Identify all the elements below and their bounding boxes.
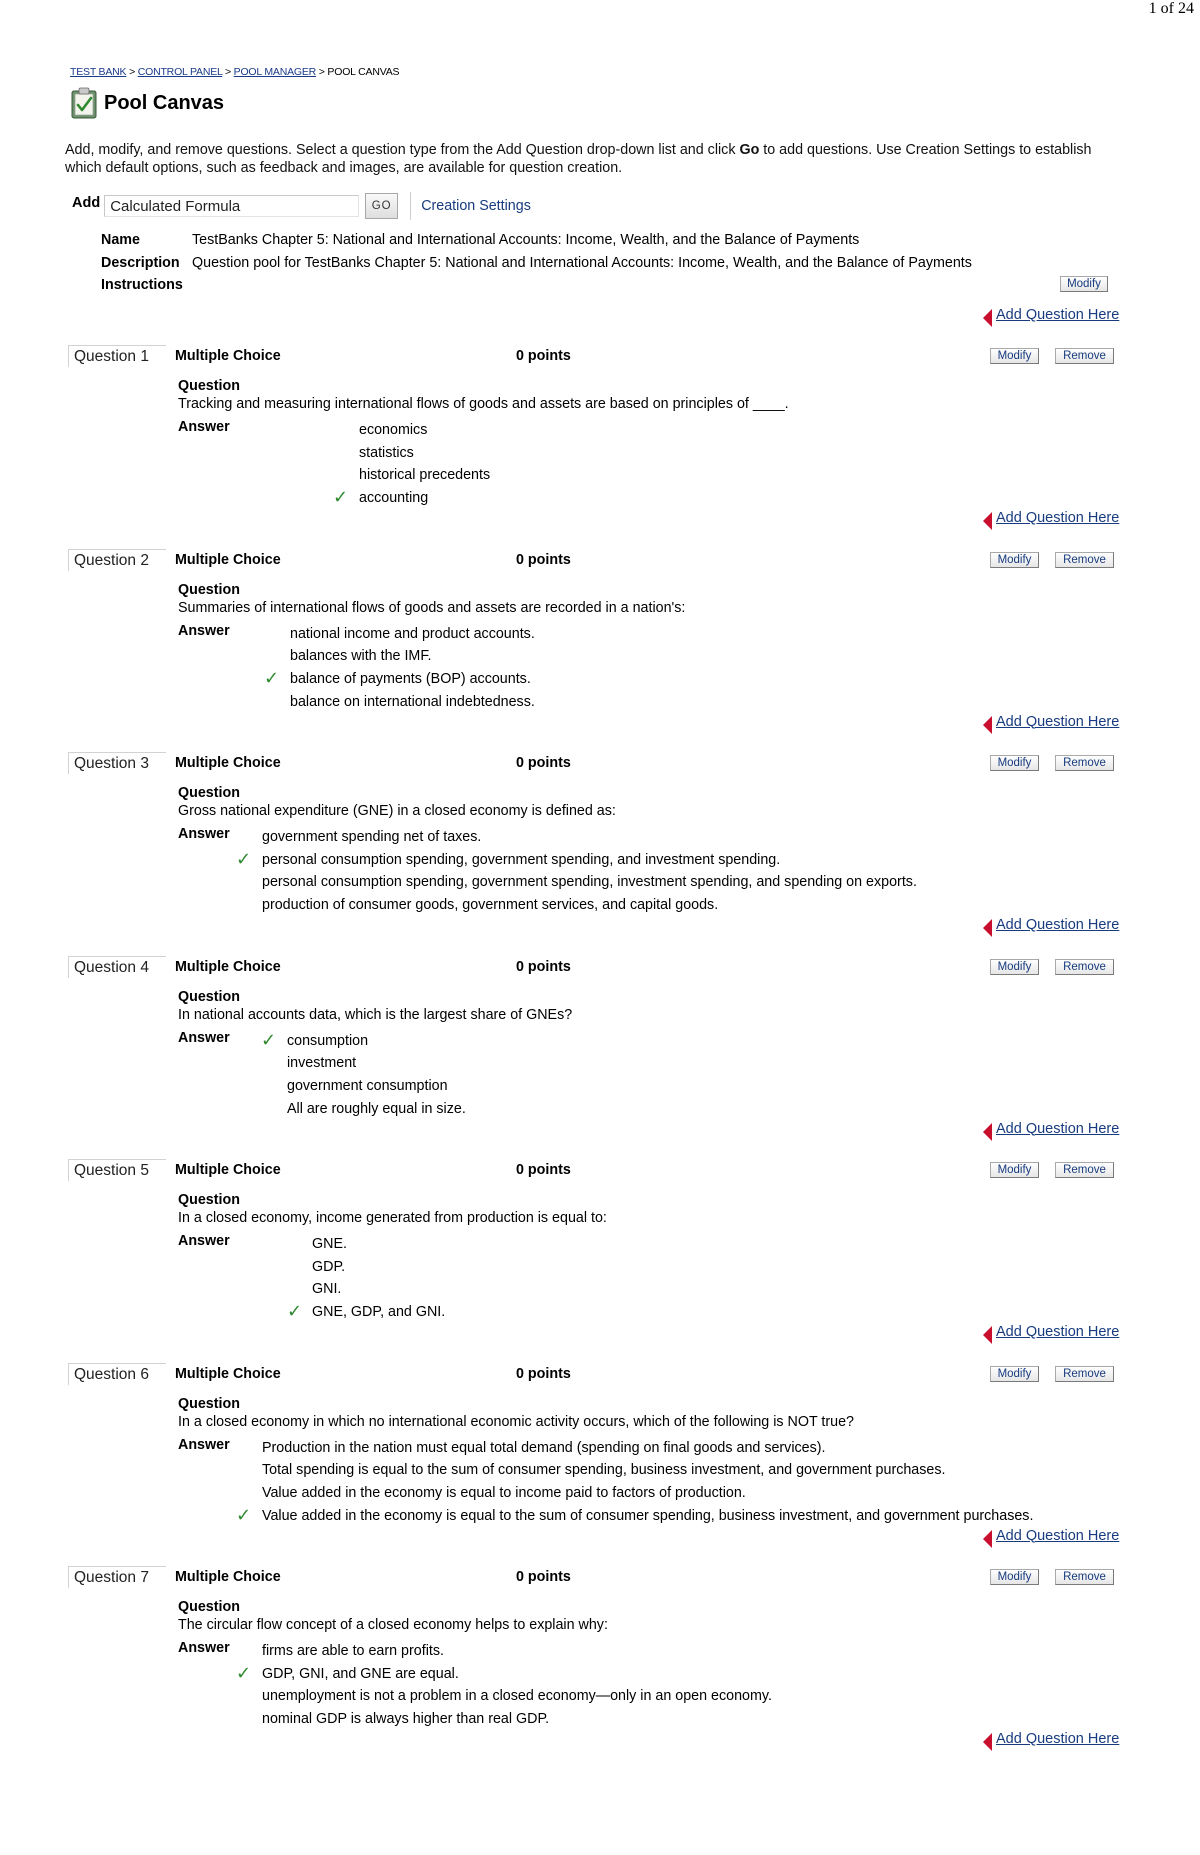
question-label: Question xyxy=(178,378,240,394)
intro-go-emphasis: Go xyxy=(739,142,760,158)
intro-text-end: to add questions. Use Creation Settings to establish which default options, such as feedback and images, are available for question creation. xyxy=(65,142,1092,176)
answer-option: All are roughly equal in size. xyxy=(287,1100,466,1117)
arrow-left-icon xyxy=(983,309,992,327)
remove-button[interactable]: Remove xyxy=(1055,1162,1114,1178)
remove-button[interactable]: Remove xyxy=(1055,959,1114,975)
modify-button[interactable]: Modify xyxy=(990,1569,1039,1585)
answer-option: accounting xyxy=(359,490,429,507)
question-points: 0 points xyxy=(516,348,571,364)
go-button[interactable]: GO xyxy=(365,193,398,219)
answer-label: Answer xyxy=(178,826,230,842)
answer-label: Answer xyxy=(178,1436,230,1453)
breadcrumb-test-bank[interactable]: TEST BANK xyxy=(70,66,127,78)
answer-option: GDP. xyxy=(312,1258,346,1275)
add-question-here-link[interactable] xyxy=(983,1323,1119,1341)
question-text: In national accounts data, which is the largest share of GNEs? xyxy=(178,1006,573,1023)
answer-option: unemployment is not a problem in a closed economy—only in an open economy. xyxy=(262,1688,772,1705)
modify-button[interactable]: Modify xyxy=(990,959,1039,975)
answer-option: national income and product accounts. xyxy=(290,625,535,642)
answer-option: GNE. xyxy=(312,1236,347,1252)
question-number: Question 3 xyxy=(68,752,166,774)
add-question-here-link[interactable] xyxy=(983,713,1119,731)
add-question-here-link[interactable] xyxy=(983,916,1119,934)
creation-settings-link[interactable]: Creation Settings xyxy=(421,198,531,214)
question-type: Multiple Choice xyxy=(175,1365,281,1382)
question-type-select[interactable]: Calculated Formula xyxy=(104,195,359,217)
question-number: Question 2 xyxy=(68,549,166,571)
answer-option: balance of payments (BOP) accounts. xyxy=(290,670,531,687)
modify-button[interactable]: Modify xyxy=(990,552,1039,568)
answer-option: Total spending is equal to the sum of consumer spending, business investment, and government purchases. xyxy=(262,1462,946,1479)
answer-option: GNI. xyxy=(312,1281,342,1298)
question-type: Multiple Choice xyxy=(175,755,281,771)
answer-option: Value added in the economy is equal to the sum of consumer spending, business investment, and government purchases. xyxy=(262,1507,1034,1524)
question-number: Question 1 xyxy=(68,345,166,367)
question-text: In a closed economy, income generated from production is equal to: xyxy=(178,1210,607,1226)
pool-description-label: Description xyxy=(101,255,180,271)
question-text: In a closed economy in which no international economic activity occurs, which of the following is NOT true? xyxy=(178,1413,854,1430)
add-question-here-label: Add Question Here xyxy=(996,1120,1120,1137)
arrow-left-icon xyxy=(983,1123,992,1141)
remove-button[interactable]: Remove xyxy=(1055,552,1114,568)
question-number: Question 6 xyxy=(68,1363,166,1385)
answer-option: Production in the nation must equal total demand (spending on final goods and services). xyxy=(262,1439,826,1456)
correct-answer-check-icon: ✓ xyxy=(236,848,252,869)
question-points: 0 points xyxy=(516,1162,571,1178)
page-header xyxy=(70,86,224,120)
answer-option: production of consumer goods, government services, and capital goods. xyxy=(262,897,719,914)
question-points: 0 points xyxy=(516,1365,571,1382)
add-question-here-link[interactable] xyxy=(983,1120,1119,1138)
question-type: Multiple Choice xyxy=(175,958,281,975)
add-question-here-link[interactable] xyxy=(983,509,1119,527)
answer-option: statistics xyxy=(359,444,414,461)
answer-option: personal consumption spending, government spending, investment spending, and spending on exports. xyxy=(262,874,917,891)
pool-name-label: Name xyxy=(101,232,140,248)
remove-button[interactable]: Remove xyxy=(1055,348,1114,364)
arrow-left-icon xyxy=(983,1326,992,1344)
answer-option: personal consumption spending, government spending, and investment spending. xyxy=(262,851,781,868)
add-question-here-label: Add Question Here xyxy=(996,713,1120,730)
page-title: Pool Canvas xyxy=(104,91,225,114)
question-text: The circular flow concept of a closed economy helps to explain why: xyxy=(178,1617,608,1633)
correct-answer-check-icon: ✓ xyxy=(236,1504,252,1525)
answer-option: GDP, GNI, and GNE are equal. xyxy=(262,1665,459,1682)
arrow-left-icon xyxy=(983,716,992,734)
add-question-here-label: Add Question Here xyxy=(996,307,1120,323)
question-type: Multiple Choice xyxy=(175,551,281,568)
question-label: Question xyxy=(178,1395,240,1412)
question-points: 0 points xyxy=(516,755,571,771)
question-number: Question 5 xyxy=(68,1159,166,1181)
pool-name-value: TestBanks Chapter 5: National and International Accounts: Income, Wealth, and the Balance of Payments xyxy=(192,232,860,248)
question-points: 0 points xyxy=(516,551,571,568)
question-label: Question xyxy=(178,988,240,1005)
question-type: Multiple Choice xyxy=(175,1569,281,1585)
answer-option: consumption xyxy=(287,1032,369,1049)
question-number: Question 7 xyxy=(68,1566,166,1588)
breadcrumb-separator: > xyxy=(224,66,231,78)
add-question-here-link[interactable] xyxy=(983,306,1119,324)
answer-option: firms are able to earn profits. xyxy=(262,1643,444,1659)
answer-option: Value added in the economy is equal to income paid to factors of production. xyxy=(262,1484,746,1501)
arrow-left-icon xyxy=(983,1733,992,1751)
correct-answer-check-icon: ✓ xyxy=(236,1662,252,1683)
add-question-here-label: Add Question Here xyxy=(996,1527,1120,1544)
answer-label: Answer xyxy=(178,1640,230,1656)
answer-option: investment xyxy=(287,1055,357,1072)
question-points: 0 points xyxy=(516,958,571,975)
pool-description-value: Question pool for TestBanks Chapter 5: National and International Accounts: Income, Wealth, and the Balance of Payments xyxy=(192,255,972,271)
answer-option: balance on international indebtedness. xyxy=(290,693,535,710)
question-number: Question 4 xyxy=(68,956,166,978)
breadcrumb-pool-manager[interactable]: POOL MANAGER xyxy=(233,66,317,78)
pool-instructions-label: Instructions xyxy=(101,277,183,293)
breadcrumb-separator: > xyxy=(318,66,325,78)
intro-text: Add, modify, and remove questions. Select a question type from the Add Question drop-down list and click xyxy=(65,142,740,158)
add-label: Add xyxy=(72,195,101,211)
arrow-left-icon xyxy=(983,919,992,937)
modify-button[interactable]: Modify xyxy=(990,755,1039,771)
page-number: 1 of 24 xyxy=(1148,0,1194,17)
add-question-here-label: Add Question Here xyxy=(996,1324,1120,1340)
answer-option: government consumption xyxy=(287,1077,448,1094)
question-label: Question xyxy=(178,785,240,801)
breadcrumb-separator: > xyxy=(129,66,136,78)
modify-pool-button[interactable]: Modify xyxy=(1060,276,1108,292)
answer-label: Answer xyxy=(178,419,230,435)
question-label: Question xyxy=(178,1192,240,1208)
answer-label: Answer xyxy=(178,1233,230,1249)
answer-option: government spending net of taxes. xyxy=(262,829,482,845)
modify-button[interactable]: Modify xyxy=(990,1162,1039,1178)
add-question-here-link[interactable] xyxy=(983,1527,1119,1545)
question-label: Question xyxy=(178,581,240,598)
question-type: Multiple Choice xyxy=(175,348,281,364)
answer-option: economics xyxy=(359,422,428,438)
arrow-left-icon xyxy=(983,1530,992,1548)
add-question-here-link[interactable] xyxy=(983,1730,1119,1748)
breadcrumb-control-panel[interactable]: CONTROL PANEL xyxy=(137,66,223,78)
add-question-here-label: Add Question Here xyxy=(996,917,1120,933)
question-label: Question xyxy=(178,1599,240,1615)
question-text: Gross national expenditure (GNE) in a closed economy is defined as: xyxy=(178,803,616,819)
add-question-bar xyxy=(72,192,531,220)
answer-option: GNE, GDP, and GNI. xyxy=(312,1304,446,1321)
remove-button[interactable]: Remove xyxy=(1055,1366,1114,1382)
correct-answer-check-icon: ✓ xyxy=(333,487,349,508)
correct-answer-check-icon: ✓ xyxy=(264,667,280,688)
question-text: Tracking and measuring international flows of goods and assets are based on principles of ____. xyxy=(178,396,789,412)
answer-option: nominal GDP is always higher than real GDP. xyxy=(262,1711,550,1728)
modify-button[interactable]: Modify xyxy=(990,1366,1039,1382)
arrow-left-icon xyxy=(983,512,992,530)
clipboard-check-icon xyxy=(70,87,98,119)
remove-button[interactable]: Remove xyxy=(1055,1569,1114,1585)
answer-option: balances with the IMF. xyxy=(290,648,432,665)
remove-button[interactable]: Remove xyxy=(1055,755,1114,771)
answer-option: historical precedents xyxy=(359,467,491,484)
answer-label: Answer xyxy=(178,1029,230,1046)
breadcrumb-current: POOL CANVAS xyxy=(327,66,400,78)
correct-answer-check-icon: ✓ xyxy=(261,1029,277,1050)
answer-label: Answer xyxy=(178,622,230,639)
breadcrumb xyxy=(70,66,399,78)
correct-answer-check-icon: ✓ xyxy=(287,1301,303,1322)
question-text: Summaries of international flows of goods and assets are recorded in a nation's: xyxy=(178,599,686,616)
question-points: 0 points xyxy=(516,1569,571,1585)
add-question-here-label: Add Question Here xyxy=(996,510,1120,526)
add-question-here-label: Add Question Here xyxy=(996,1731,1120,1747)
modify-button[interactable]: Modify xyxy=(990,348,1039,364)
instructions-text xyxy=(65,141,1125,177)
divider xyxy=(410,192,411,220)
question-type: Multiple Choice xyxy=(175,1162,281,1178)
